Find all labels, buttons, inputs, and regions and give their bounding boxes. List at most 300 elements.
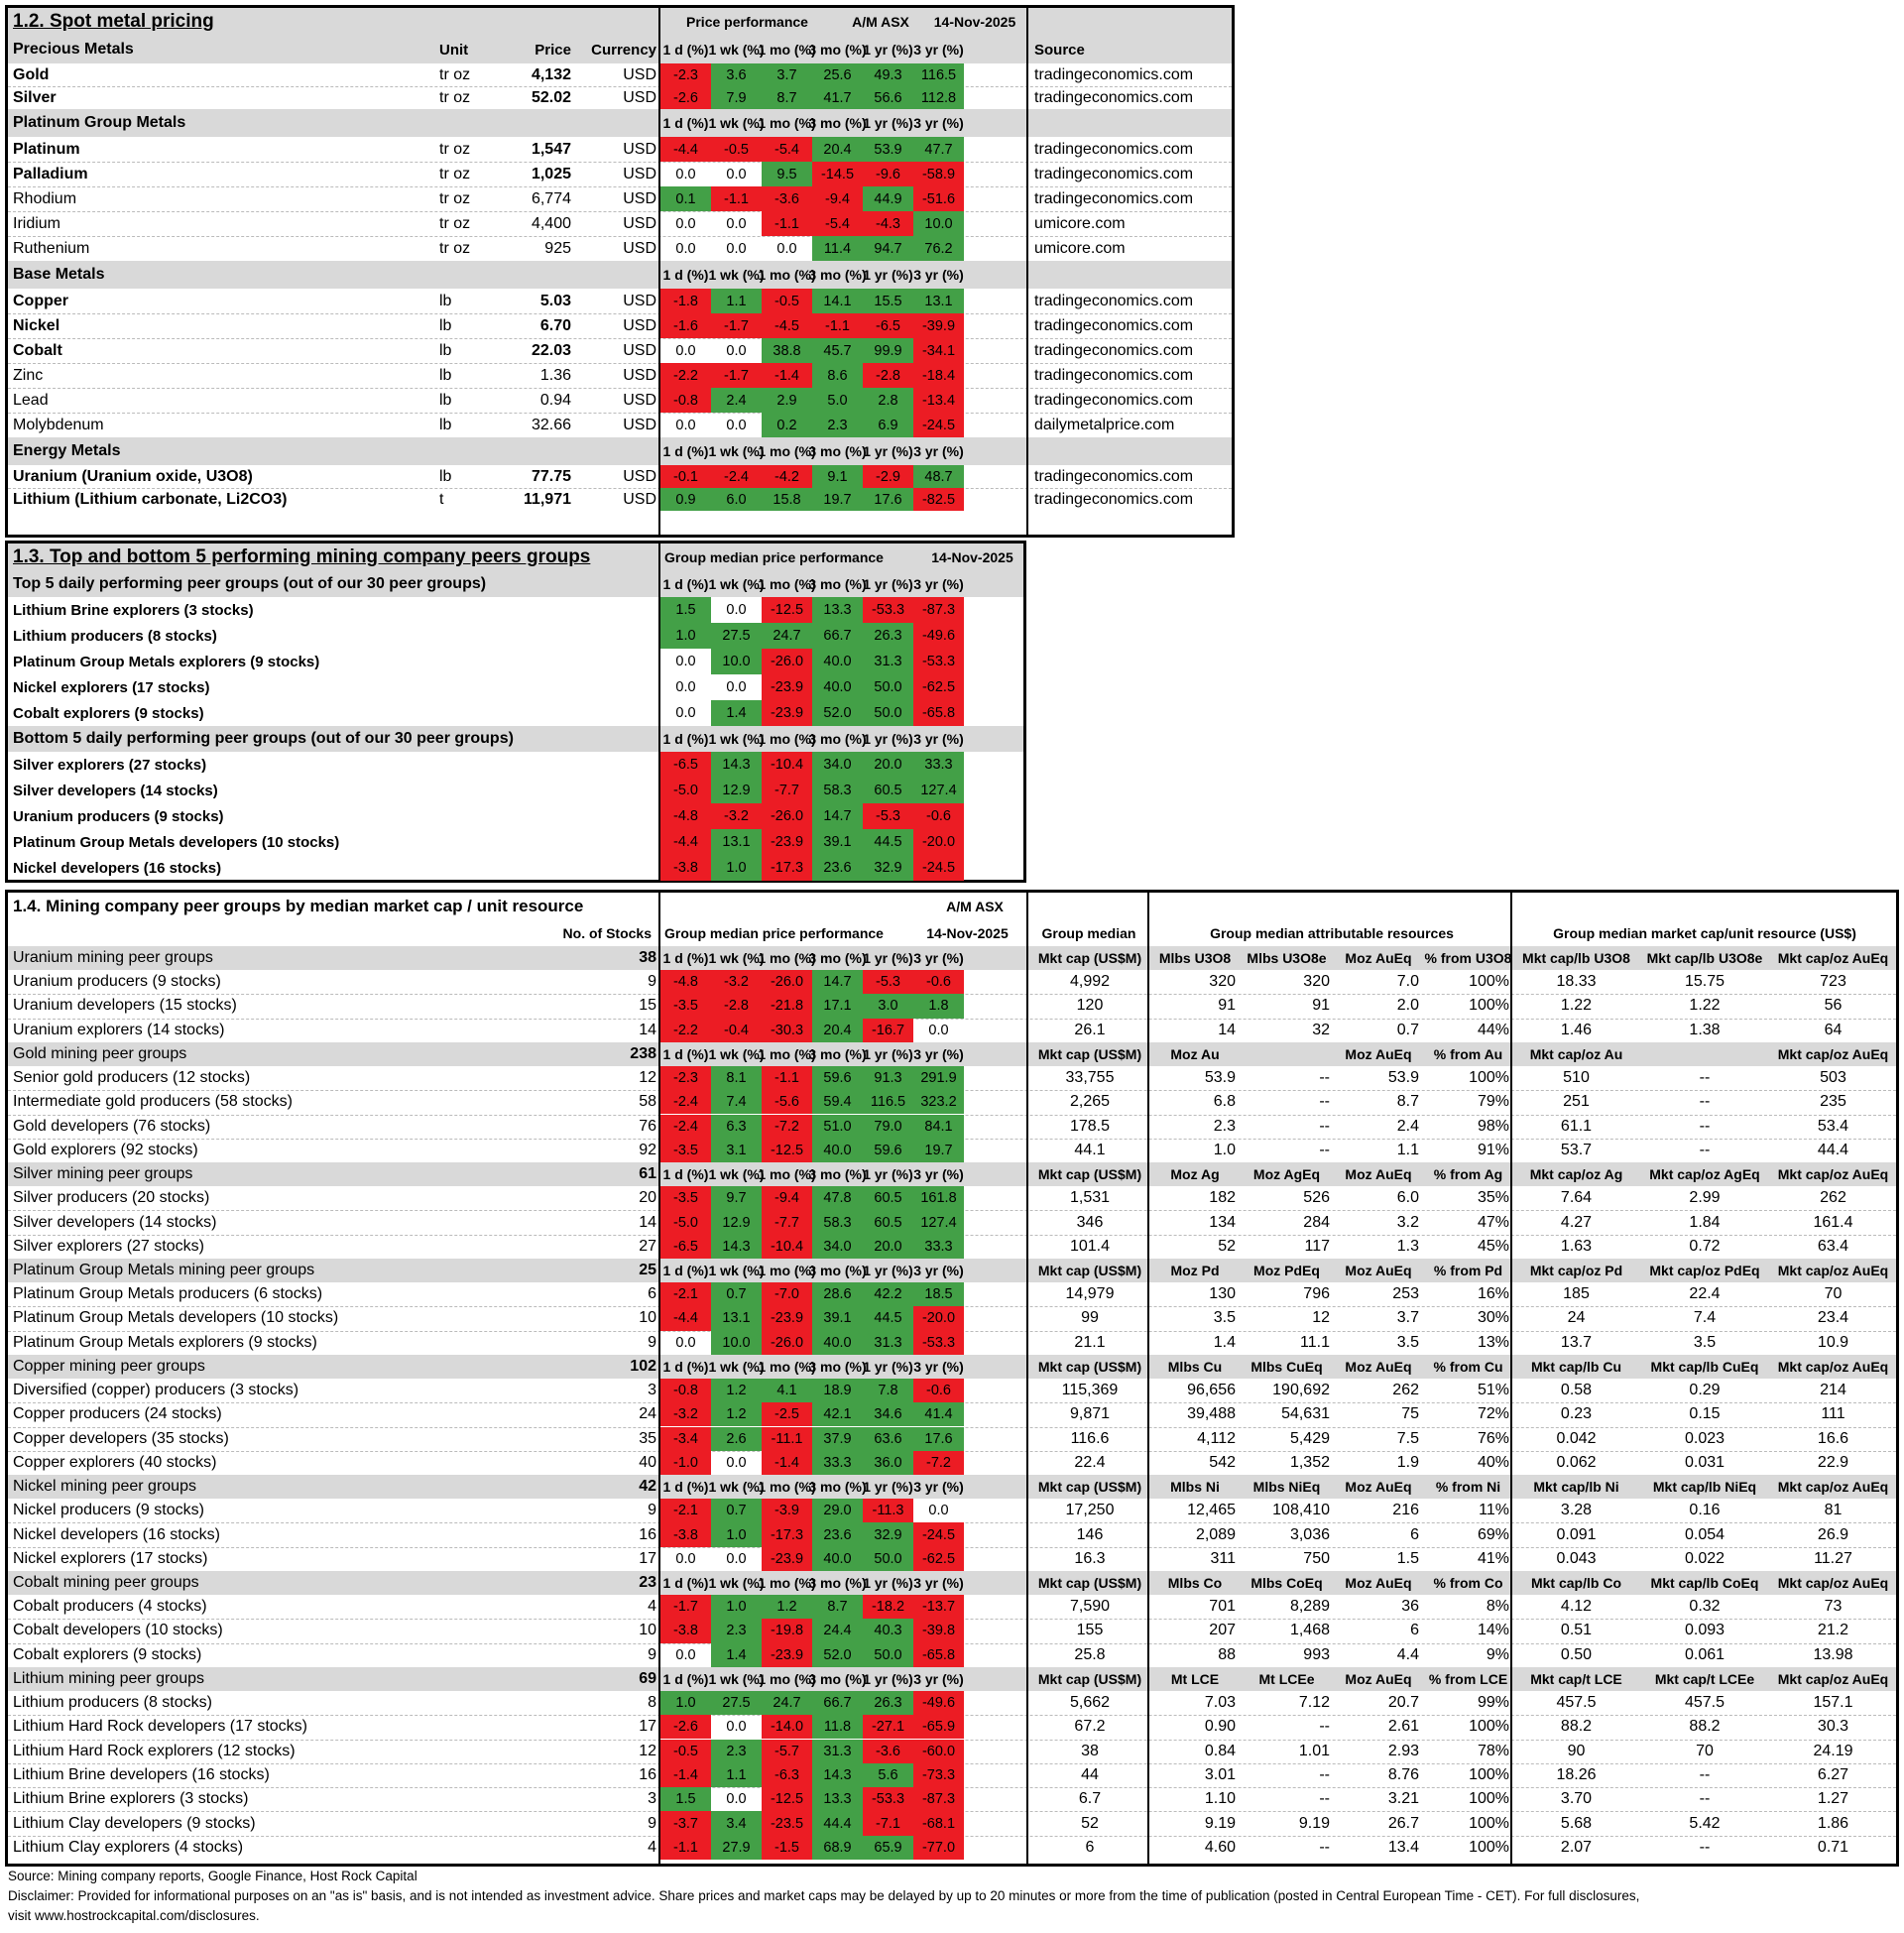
stock-count: 92: [639, 1141, 656, 1158]
perf-cell: -9.6: [863, 162, 913, 186]
metal-name: Nickel: [13, 316, 60, 334]
perf-cell: 56.6: [863, 86, 913, 109]
perf-cell: -4.4: [660, 1306, 711, 1330]
metal-currency: USD: [623, 341, 656, 359]
perf-cell: 0.0: [928, 1022, 949, 1038]
metal-row: [8, 289, 1232, 313]
perf-cell: 12.9: [711, 1210, 762, 1234]
resource-value: 320: [1303, 973, 1330, 991]
perf-cell: -12.5: [762, 1787, 812, 1811]
stock-count: 4: [648, 1838, 656, 1856]
perf-cell: 66.7: [812, 1691, 863, 1715]
date-label: 14-Nov-2025: [926, 925, 1009, 941]
peer-group-row: [8, 1306, 1896, 1330]
peer-group-row: [8, 855, 1023, 881]
resource-value: 9%: [1486, 1645, 1509, 1663]
perf-cell: 28.6: [812, 1282, 863, 1306]
perf-cell: 0.0: [675, 166, 696, 182]
perf-cell: 14.1: [812, 289, 863, 313]
perf-cell: -11.1: [762, 1427, 812, 1451]
metal-price: 32.66: [531, 416, 571, 433]
stock-count: 10: [639, 1622, 656, 1639]
perf-cell: -39.9: [913, 313, 964, 338]
peer-group-row: [8, 1090, 1896, 1114]
cap-unit-value: --: [1699, 1838, 1711, 1856]
resource-value: 79%: [1477, 1093, 1509, 1111]
perf-header: 1 wk (%): [708, 1479, 765, 1496]
mkt-cap-value: 2,265: [1069, 1093, 1111, 1111]
perf-cell: 47.8: [812, 1186, 863, 1210]
group-header-row: [8, 437, 1232, 465]
perf-header: 1 d (%): [662, 1575, 709, 1591]
metal-name: Ruthenium: [13, 239, 90, 257]
perf-cell: -5.4: [762, 137, 812, 162]
perf-cell: -2.1: [660, 1282, 711, 1306]
perf-header: 1 wk (%): [708, 1358, 765, 1375]
perf-cell: -53.3: [913, 649, 964, 674]
perf-cell: -0.4: [711, 1019, 762, 1042]
perf-header: 1 d (%): [662, 1670, 709, 1687]
perf-cell: -5.0: [660, 1210, 711, 1234]
cap-unit-value: 111: [1821, 1405, 1845, 1423]
peer-group-name: Intermediate gold producers (58 stocks): [13, 1093, 293, 1111]
peer-group-row: [8, 1139, 1896, 1162]
cap-unit-value: 0.23: [1560, 1405, 1593, 1423]
perf-cell: 13.1: [711, 1306, 762, 1330]
resource-value: 100%: [1469, 1718, 1509, 1736]
group-header-row: [8, 1667, 1896, 1691]
resource-value: 7.12: [1298, 1694, 1330, 1712]
stock-count: 6: [648, 1285, 656, 1303]
perf-cell: 59.6: [863, 1139, 913, 1162]
mkt-cap-value: 6: [1085, 1838, 1095, 1856]
perf-cell: -4.8: [660, 970, 711, 994]
perf-cell: -0.5: [711, 137, 762, 162]
group-label: Energy Metals: [13, 442, 121, 459]
perf-cell: -87.3: [913, 597, 964, 623]
perf-header: 3 mo (%): [808, 115, 867, 131]
perf-header: 1 mo (%): [758, 1358, 816, 1375]
resource-value: 182: [1209, 1189, 1236, 1207]
peer-group-name: Uranium producers (9 stocks): [13, 807, 224, 825]
group-header-row: [8, 571, 1023, 597]
column-border: [1147, 893, 1149, 1864]
metal-row: [8, 186, 1232, 211]
cap-unit-value: 2.07: [1560, 1838, 1593, 1856]
cap-unit-value: 0.72: [1689, 1237, 1721, 1255]
resource-value: 262: [1392, 1382, 1419, 1399]
perf-cell: -1.6: [660, 313, 711, 338]
stock-count: 17: [639, 1718, 656, 1736]
perf-header: 1 yr (%): [863, 1263, 913, 1278]
perf-cell: -39.8: [913, 1619, 964, 1642]
cap-unit-header: Mkt cap/lb CoEq: [1650, 1575, 1759, 1591]
resource-value: 526: [1303, 1189, 1330, 1207]
perf-cell: -7.0: [762, 1282, 812, 1306]
cap-unit-value: 7.4: [1693, 1309, 1717, 1327]
stock-count: 9: [648, 1502, 656, 1519]
perf-cell: -9.4: [812, 186, 863, 211]
perf-cell: 0.0: [726, 1454, 747, 1471]
perf-cell: 42.2: [863, 1282, 913, 1306]
unit-header: Unit: [439, 41, 469, 59]
perf-cell: 2.3: [812, 413, 863, 437]
group-label: Nickel mining peer groups: [13, 1478, 196, 1496]
perf-header: 1 yr (%): [863, 1045, 913, 1062]
column-border: [1026, 8, 1028, 535]
perf-header: 3 mo (%): [808, 1479, 867, 1496]
metal-price: 6.70: [539, 316, 571, 334]
resource-value: 91: [1218, 997, 1236, 1015]
peer-group-row: [8, 1715, 1896, 1739]
perf-header: 3 mo (%): [808, 731, 867, 747]
resource-value: --: [1319, 1069, 1330, 1087]
metal-price: 1,547: [531, 140, 571, 158]
cap-unit-header: Mkt cap/lb CuEq: [1650, 1358, 1759, 1375]
group-header-row: [8, 1355, 1896, 1379]
resource-value: 2.4: [1396, 1117, 1419, 1135]
perf-cell: -1.8: [660, 289, 711, 313]
stock-count: 27: [639, 1237, 656, 1255]
title-row: [8, 893, 1896, 920]
perf-cell: 1.2: [762, 1595, 812, 1619]
cap-unit-value: 1.22: [1689, 997, 1721, 1015]
perf-cell: -11.3: [863, 1499, 913, 1522]
perf-cell: -2.8: [863, 363, 913, 388]
metal-currency: USD: [623, 140, 656, 158]
perf-header: 3 mo (%): [808, 1575, 867, 1591]
perf-header: 3 mo (%): [808, 42, 867, 58]
perf-cell: 17.6: [913, 1427, 964, 1451]
metal-price: 925: [544, 239, 571, 257]
mkt-cap-header: Mkt cap (US$M): [1037, 1166, 1142, 1183]
perf-cell: -23.9: [762, 829, 812, 855]
peer-group-name: Nickel explorers (17 stocks): [13, 678, 210, 696]
perf-cell: -19.8: [762, 1619, 812, 1642]
mkt-cap-value: 7,590: [1069, 1598, 1111, 1616]
perf-cell: 4.1: [762, 1379, 812, 1402]
perf-cell: -82.5: [913, 488, 964, 511]
peer-group-row: [8, 1066, 1896, 1090]
perf-cell: -4.8: [660, 803, 711, 829]
perf-header: 1 yr (%): [863, 443, 913, 459]
perf-title: Group median price performance: [664, 925, 884, 941]
group-header-row: [8, 1042, 1896, 1066]
perf-cell: -1.7: [660, 1595, 711, 1619]
perf-cell: 27.5: [711, 1691, 762, 1715]
cap-unit-value: 723: [1820, 973, 1846, 991]
peer-group-row: [8, 1763, 1896, 1787]
perf-cell: 27.5: [711, 623, 762, 649]
peer-group-name: Lithium producers (8 stocks): [13, 1694, 212, 1712]
metal-row: [8, 388, 1232, 413]
perf-cell: 47.7: [913, 137, 964, 162]
perf-cell: 161.8: [913, 1186, 964, 1210]
resource-value: 11%: [1479, 1502, 1509, 1519]
perf-header: 3 mo (%): [808, 1166, 867, 1183]
perf-cell: 19.7: [913, 1139, 964, 1162]
perf-header: 3 yr (%): [913, 115, 964, 131]
resource-value: 54,631: [1281, 1405, 1330, 1423]
perf-cell: 40.0: [812, 674, 863, 700]
perf-cell: 58.3: [812, 1210, 863, 1234]
perf-header: 3 yr (%): [913, 1575, 964, 1591]
perf-cell: -2.2: [660, 363, 711, 388]
perf-cell: 91.3: [863, 1066, 913, 1090]
metal-unit: tr oz: [439, 214, 471, 232]
peer-group-name: Copper developers (35 stocks): [13, 1429, 229, 1447]
resource-value: 1.1: [1396, 1141, 1419, 1158]
perf-cell: -2.5: [762, 1402, 812, 1426]
cap-unit-value: 457.5: [1684, 1694, 1726, 1712]
perf-cell: 44.4: [812, 1811, 863, 1835]
metal-currency: USD: [623, 366, 656, 384]
metal-currency: USD: [623, 391, 656, 409]
title-row: [8, 544, 1023, 571]
metal-name: Platinum: [13, 140, 80, 158]
price-header: Price: [535, 41, 571, 59]
perf-header: 1 mo (%): [758, 950, 816, 966]
perf-cell: -51.6: [913, 186, 964, 211]
peer-group-row: [8, 752, 1023, 778]
perf-cell: 2.3: [711, 1740, 762, 1763]
perf-cell: -3.8: [660, 1619, 711, 1642]
perf-cell: -2.3: [660, 63, 711, 86]
resource-header: Mlbs NiEq: [1252, 1479, 1321, 1496]
perf-cell: 0.0: [675, 215, 696, 232]
perf-header: 1 mo (%): [758, 1263, 816, 1278]
group-header-row: [8, 36, 1232, 63]
cap-unit-value: 24.19: [1813, 1742, 1853, 1759]
mkt-cap-header: Mkt cap (US$M): [1037, 950, 1142, 966]
stock-count: 14: [639, 1213, 656, 1231]
resource-value: --: [1319, 1093, 1330, 1111]
cap-unit-value: 1.86: [1817, 1814, 1849, 1832]
metal-currency: USD: [623, 165, 656, 182]
cap-unit-header: Mkt cap/lb Cu: [1530, 1358, 1621, 1375]
resource-value: 45%: [1477, 1237, 1509, 1255]
perf-cell: -1.1: [711, 186, 762, 211]
perf-header: 1 d (%): [662, 1479, 709, 1496]
perf-cell: 5.6: [863, 1763, 913, 1787]
metal-row: [8, 465, 1232, 488]
resource-value: 72%: [1477, 1405, 1509, 1423]
cap-unit-header: Mkt cap/oz AuEq: [1777, 1670, 1889, 1687]
peer-group-name: Platinum Group Metals developers (10 stocks): [13, 1309, 339, 1327]
perf-cell: 0.7: [711, 1282, 762, 1306]
peer-group-row: [8, 1427, 1896, 1451]
perf-cell: 1.8: [913, 994, 964, 1018]
perf-cell: -49.6: [913, 1691, 964, 1715]
mkt-cap-value: 116.6: [1070, 1429, 1110, 1447]
cap-unit-value: 0.043: [1556, 1549, 1597, 1567]
resource-value: 53.9: [1204, 1069, 1236, 1087]
perf-header: 1 mo (%): [758, 1575, 816, 1591]
top-bottom-peer-groups-section: [5, 541, 1026, 883]
perf-header: 3 yr (%): [913, 1479, 964, 1496]
resource-value: 75: [1401, 1405, 1419, 1423]
resource-value: 2,089: [1195, 1525, 1236, 1543]
perf-cell: 20.4: [812, 137, 863, 162]
perf-cell: 42.1: [812, 1402, 863, 1426]
cap-unit-header: Mkt cap/lb Co: [1530, 1575, 1621, 1591]
perf-cell: -3.2: [660, 1402, 711, 1426]
cap-unit-value: 21.2: [1817, 1622, 1849, 1639]
perf-cell: -6.5: [863, 313, 913, 338]
resource-value: 11.1: [1300, 1333, 1330, 1351]
resource-header: Mlbs Cu: [1167, 1358, 1223, 1375]
perf-cell: -24.5: [913, 413, 964, 437]
resource-value: 134: [1209, 1213, 1236, 1231]
perf-cell: 45.7: [812, 338, 863, 363]
mkt-cap-value: 120: [1076, 997, 1104, 1015]
cap-unit-value: 16.6: [1817, 1429, 1849, 1447]
perf-header: 1 wk (%): [708, 267, 765, 283]
perf-cell: -3.5: [660, 1186, 711, 1210]
perf-header: 1 d (%): [662, 1045, 709, 1062]
resource-value: 311: [1210, 1549, 1236, 1567]
resource-value: 96,656: [1187, 1382, 1236, 1399]
perf-cell: -12.5: [762, 1139, 812, 1162]
perf-cell: -1.1: [762, 211, 812, 236]
mkt-cap-value: 14,979: [1065, 1285, 1115, 1303]
peer-group-row: [8, 1451, 1896, 1475]
resource-header: % from Cu: [1433, 1358, 1503, 1375]
cap-unit-value: 22.4: [1689, 1285, 1721, 1303]
perf-cell: -24.5: [913, 855, 964, 881]
perf-header: 1 wk (%): [708, 115, 765, 131]
resource-header: % from U3O8: [1424, 950, 1512, 966]
cap-unit-header: Mkt cap/t LCEe: [1654, 1670, 1755, 1687]
perf-header: 1 yr (%): [863, 731, 913, 747]
perf-header: 3 mo (%): [808, 267, 867, 283]
resource-value: 26.7: [1387, 1814, 1419, 1832]
metal-row: [8, 162, 1232, 186]
resource-header: Mlbs CuEq: [1250, 1358, 1323, 1375]
perf-cell: -10.4: [762, 1235, 812, 1259]
cap-unit-value: 161.4: [1813, 1213, 1853, 1231]
perf-cell: 14.3: [812, 1763, 863, 1787]
perf-cell: -23.9: [762, 1643, 812, 1667]
cap-unit-value: 0.042: [1556, 1429, 1597, 1447]
resource-value: 701: [1209, 1598, 1236, 1616]
group-header-row: [8, 726, 1023, 752]
metal-row: [8, 338, 1232, 363]
mkt-cap-value: 5,662: [1069, 1694, 1111, 1712]
perf-cell: -17.3: [762, 855, 812, 881]
group-label: Cobalt mining peer groups: [13, 1574, 199, 1591]
metal-unit: tr oz: [439, 140, 471, 158]
resource-value: 30%: [1477, 1309, 1509, 1327]
resource-value: 40%: [1477, 1453, 1509, 1471]
metal-currency: USD: [623, 316, 656, 334]
cap-unit-value: 90: [1567, 1742, 1586, 1759]
perf-header: 1 yr (%): [863, 1670, 913, 1687]
cap-unit-value: 30.3: [1817, 1718, 1849, 1736]
resource-value: 32: [1312, 1021, 1330, 1038]
perf-cell: 8.7: [762, 86, 812, 109]
perf-header: 3 yr (%): [913, 42, 964, 58]
perf-cell: 63.6: [863, 1427, 913, 1451]
resource-value: 8.76: [1387, 1765, 1419, 1783]
peer-group-name: Lithium Clay developers (9 stocks): [13, 1814, 256, 1832]
column-border: [1026, 893, 1028, 1864]
perf-cell: -2.2: [660, 1019, 711, 1042]
perf-cell: 52.0: [812, 700, 863, 726]
metal-name: Zinc: [13, 366, 44, 384]
perf-cell: -0.6: [913, 803, 964, 829]
perf-cell: 38.8: [762, 338, 812, 363]
perf-cell: 17.6: [863, 488, 913, 511]
resource-value: 4.4: [1396, 1645, 1419, 1663]
perf-cell: 7.4: [711, 1090, 762, 1114]
cap-unit-header: Mkt cap/oz AuEq: [1777, 950, 1889, 966]
perf-cell: 11.4: [812, 236, 863, 261]
perf-header: 3 yr (%): [913, 950, 964, 966]
cap-unit-value: 13.98: [1813, 1645, 1853, 1663]
resource-header: % from Pd: [1433, 1263, 1503, 1278]
metal-row: [8, 236, 1232, 261]
group-median-title: Group median: [1041, 925, 1136, 941]
metal-name: Lead: [13, 391, 49, 409]
perf-cell: -1.4: [660, 1763, 711, 1787]
perf-cell: 13.3: [812, 597, 863, 623]
cap-unit-value: 457.5: [1556, 1694, 1597, 1712]
metal-unit: tr oz: [439, 65, 471, 83]
perf-cell: 59.6: [812, 1066, 863, 1090]
resource-header: Moz AuEq: [1345, 1479, 1412, 1496]
perf-cell: -7.1: [863, 1811, 913, 1835]
cap-unit-value: 23.4: [1817, 1309, 1849, 1327]
stock-count: 8: [648, 1694, 656, 1712]
resource-value: 4.60: [1204, 1838, 1236, 1856]
resource-value: 216: [1392, 1502, 1419, 1519]
metal-source: dailymetalprice.com: [1034, 416, 1175, 433]
footer-disclaimer-link: visit www.hostrockcapital.com/disclosures.: [8, 1908, 260, 1923]
perf-header: 1 d (%): [662, 267, 709, 283]
perf-cell: -0.6: [913, 970, 964, 994]
perf-cell: -65.9: [913, 1715, 964, 1739]
perf-cell: 14.7: [812, 803, 863, 829]
perf-cell: -6.5: [660, 752, 711, 778]
perf-cell: -1.0: [660, 1451, 711, 1475]
stock-count: 4: [648, 1598, 656, 1616]
perf-cell: 17.1: [812, 994, 863, 1018]
perf-header: 1 yr (%): [863, 1358, 913, 1375]
market-cap-unit-resource-section: [5, 890, 1899, 1867]
metal-currency: USD: [623, 490, 656, 508]
perf-cell: 31.3: [863, 1331, 913, 1355]
cap-unit-header: Mkt cap/lb NiEq: [1652, 1479, 1757, 1496]
resource-value: 99%: [1477, 1694, 1509, 1712]
cap-unit-header: Mkt cap/oz Au: [1529, 1045, 1623, 1062]
perf-header: 1 wk (%): [708, 950, 765, 966]
perf-cell: 1.0: [711, 1522, 762, 1546]
cap-unit-value: --: [1699, 1069, 1711, 1087]
perf-cell: 60.5: [863, 1210, 913, 1234]
resource-value: --: [1319, 1838, 1330, 1856]
metal-source: umicore.com: [1034, 239, 1126, 257]
group-label: Bottom 5 daily performing peer groups (out of our 30 peer groups): [13, 730, 514, 747]
perf-cell: 13.3: [812, 1787, 863, 1811]
peer-group-row: [8, 597, 1023, 623]
resource-value: --: [1319, 1765, 1330, 1783]
mkt-cap-header: Mkt cap (US$M): [1037, 1670, 1142, 1687]
mkt-cap-value: 33,755: [1065, 1069, 1115, 1087]
perf-cell: -4.4: [660, 829, 711, 855]
mkt-cap-header: Mkt cap (US$M): [1037, 1263, 1142, 1278]
peer-group-name: Lithium Brine explorers (3 stocks): [13, 1790, 249, 1808]
